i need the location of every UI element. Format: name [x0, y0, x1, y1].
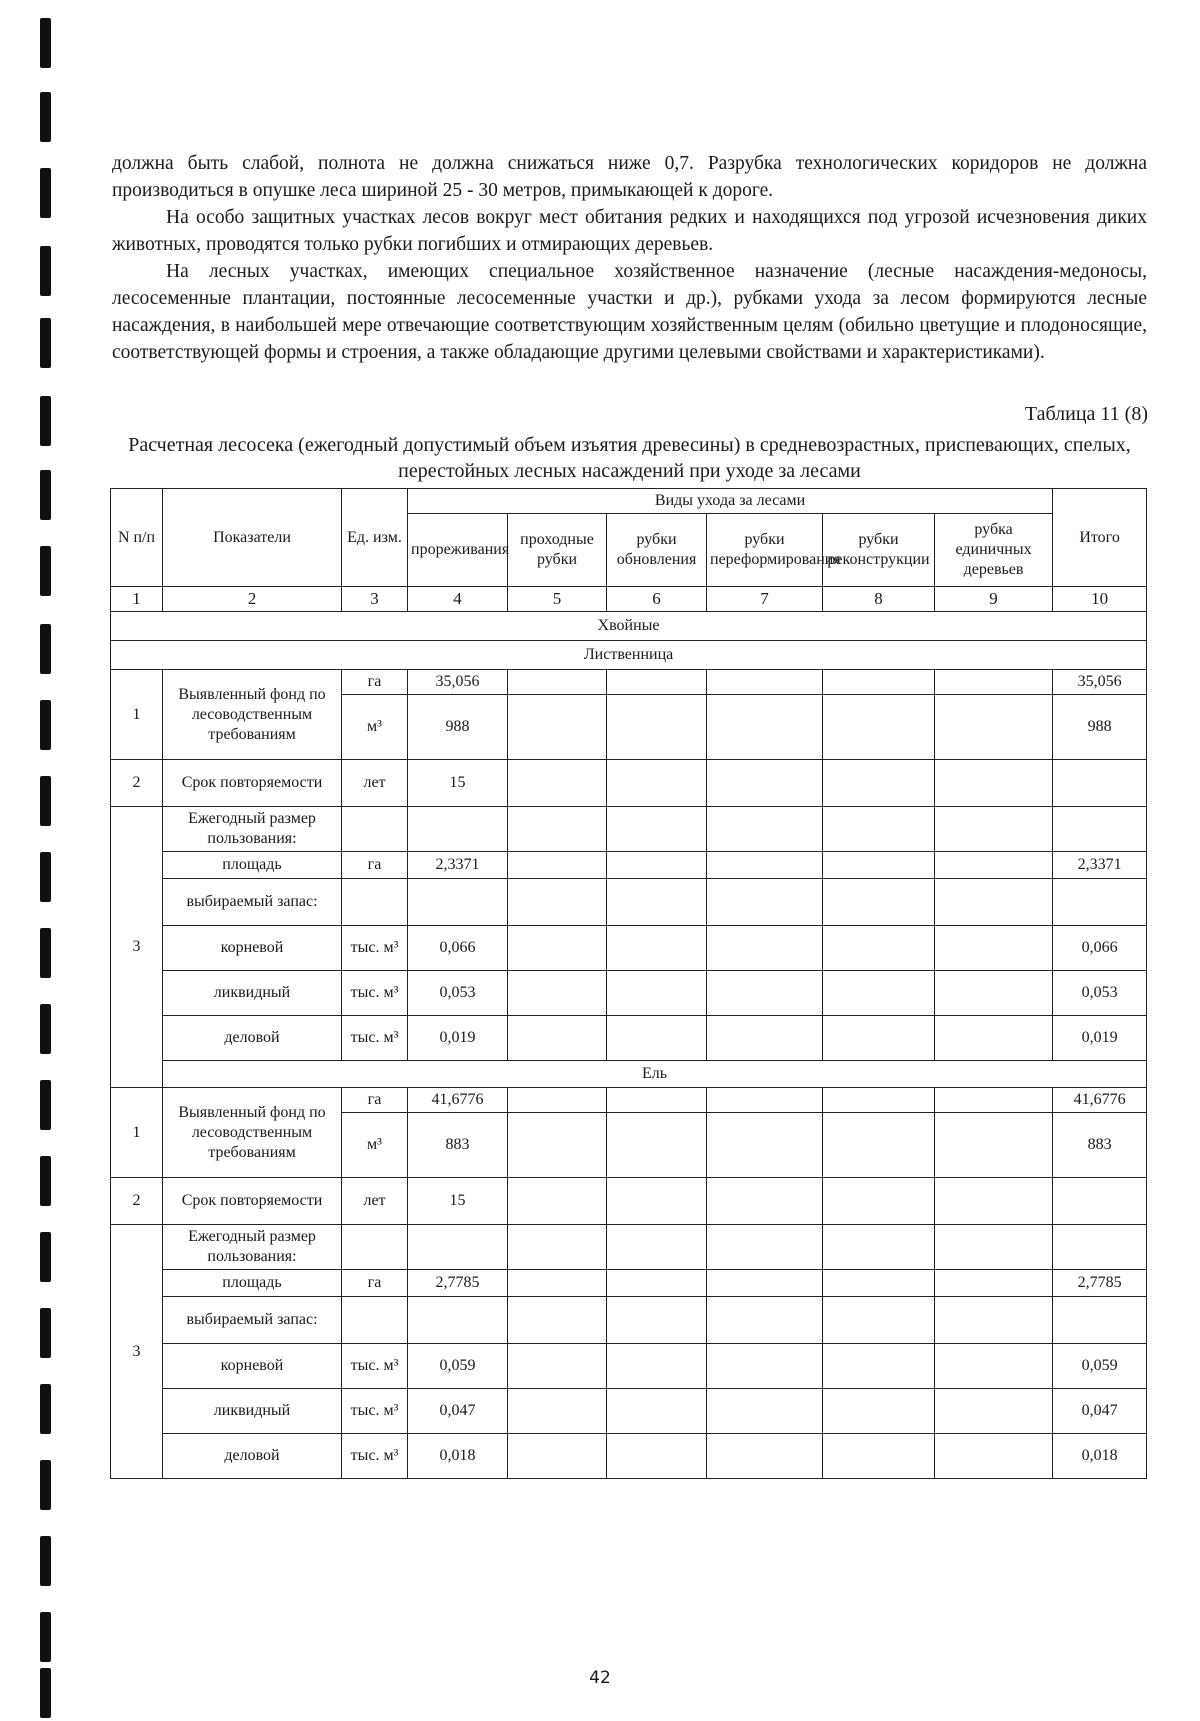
table-row — [111, 1178, 1147, 1225]
total-cell: 0,059 — [1053, 1344, 1147, 1389]
unit-cell: га — [342, 852, 408, 879]
total-cell: 35,056 — [1053, 670, 1147, 695]
value-cell: 0,047 — [408, 1389, 508, 1434]
row-number: 1 — [111, 670, 163, 760]
header-unit: Ед. изм. — [342, 489, 408, 587]
species-row — [111, 641, 1147, 670]
value-cell: 15 — [408, 760, 508, 807]
section-row — [111, 612, 1147, 641]
value-cell: 35,056 — [408, 670, 508, 695]
unit-cell: га — [342, 670, 408, 695]
column-number: 8 — [823, 587, 935, 612]
column-number: 1 — [111, 587, 163, 612]
column-number: 10 — [1053, 587, 1147, 612]
unit-cell: м³ — [342, 1113, 408, 1178]
row-label: деловой — [163, 1016, 342, 1061]
unit-cell: тыс. м³ — [342, 1434, 408, 1479]
total-cell: 41,6776 — [1053, 1088, 1147, 1113]
row-label: Ежегодный размер пользования: — [163, 807, 342, 852]
column-number: 5 — [508, 587, 607, 612]
unit-cell: тыс. м³ — [342, 1344, 408, 1389]
table-row — [111, 670, 1147, 695]
unit-cell: га — [342, 1270, 408, 1297]
value-cell: 0,018 — [408, 1434, 508, 1479]
header-type: рубки реконструкции — [823, 514, 935, 587]
row-label: ликвидный — [163, 971, 342, 1016]
row-label: площадь — [163, 852, 342, 879]
header-type: рубки обновления — [607, 514, 707, 587]
value-cell: 15 — [408, 1178, 508, 1225]
header-type: рубка единичных деревьев — [935, 514, 1053, 587]
table-row — [111, 1297, 1147, 1344]
paragraph: На лесных участках, имеющих специальное хозяйственное назначение (лесные насаждения-медоносы, лесосеменные плантации, постоянные лесосеменные участки и др.), рубками ухода за лесом формируются лесные насаждения, в наибольшей мере отвечающие соответствующим хозяйственным целям (обильно цветущие и плодоносящие, соответствующей формы и строения, а также обладающие другими целевыми свойствами и характеристиками). — [112, 261, 1147, 363]
table-row — [111, 760, 1147, 807]
column-numbers-row — [111, 587, 1147, 612]
page-number: 42 — [589, 1668, 611, 1688]
row-label: ликвидный — [163, 1389, 342, 1434]
row-number: 3 — [111, 807, 163, 1088]
table-number: Таблица 11 (8) — [1024, 403, 1148, 425]
unit-cell: тыс. м³ — [342, 926, 408, 971]
row-label: выбираемый запас: — [163, 879, 342, 926]
total-cell: 0,053 — [1053, 971, 1147, 1016]
table-row — [111, 1344, 1147, 1389]
row-number: 2 — [111, 760, 163, 807]
table-row — [111, 807, 1147, 852]
table-caption: Расчетная лесосека (ежегодный допустимый объем изъятия древесины) в средневозрастных, приспевающих, спелых, перестойных лесных насаждений при уходе за лесами — [128, 434, 1131, 482]
row-label: Выявленный фонд по лесоводственным требованиям — [163, 670, 342, 760]
table-row — [111, 1088, 1147, 1113]
column-number: 7 — [707, 587, 823, 612]
row-label: Выявленный фонд по лесоводственным требованиям — [163, 1088, 342, 1178]
unit-cell: м³ — [342, 695, 408, 760]
header-total: Итого — [1053, 489, 1147, 587]
unit-cell: га — [342, 1088, 408, 1113]
column-number: 6 — [607, 587, 707, 612]
species-title: Лиственница — [111, 641, 1147, 670]
column-number: 9 — [935, 587, 1053, 612]
table-row — [111, 1016, 1147, 1061]
paragraph: должна быть слабой, полнота не должна снижаться ниже 0,7. Разрубка технологических коридоров не должна производиться в опушке леса шириной 25 - 30 метров, примыкающей к дороге. — [112, 153, 1147, 201]
total-cell: 0,066 — [1053, 926, 1147, 971]
total-cell: 0,018 — [1053, 1434, 1147, 1479]
header-type: рубки переформирования — [707, 514, 823, 587]
unit-cell: тыс. м³ — [342, 1389, 408, 1434]
row-label: выбираемый запас: — [163, 1297, 342, 1344]
total-cell: 883 — [1053, 1113, 1147, 1178]
value-cell: 883 — [408, 1113, 508, 1178]
table-row — [111, 926, 1147, 971]
row-label: деловой — [163, 1434, 342, 1479]
column-number: 3 — [342, 587, 408, 612]
row-label: Ежегодный размер пользования: — [163, 1225, 342, 1270]
paragraph: На особо защитных участках лесов вокруг мест обитания редких и находящихся под угрозой исчезновения диких животных, проводятся только рубки погибших и отмирающих деревьев. — [112, 207, 1147, 255]
value-cell: 41,6776 — [408, 1088, 508, 1113]
forest-care-table — [110, 488, 1147, 1479]
total-cell: 988 — [1053, 695, 1147, 760]
header-care-types: Виды ухода за лесами — [408, 489, 1053, 514]
row-number: 2 — [111, 1178, 163, 1225]
table-row — [111, 1389, 1147, 1434]
unit-cell: лет — [342, 1178, 408, 1225]
row-label: Срок повторяемости — [163, 1178, 342, 1225]
table-row — [111, 852, 1147, 879]
unit-cell: тыс. м³ — [342, 1016, 408, 1061]
header-type: проходные рубки — [508, 514, 607, 587]
row-label: площадь — [163, 1270, 342, 1297]
header-row — [111, 489, 1147, 514]
value-cell: 0,053 — [408, 971, 508, 1016]
row-number: 3 — [111, 1225, 163, 1479]
unit-cell: тыс. м³ — [342, 971, 408, 1016]
section-title: Хвойные — [111, 612, 1147, 641]
row-number: 1 — [111, 1088, 163, 1178]
binder-holes — [40, 0, 54, 1721]
value-cell: 0,066 — [408, 926, 508, 971]
row-label: Срок повторяемости — [163, 760, 342, 807]
table-row — [111, 1434, 1147, 1479]
table-row — [111, 1225, 1147, 1270]
species-row — [111, 1061, 1147, 1088]
value-cell: 0,019 — [408, 1016, 508, 1061]
table-row — [111, 971, 1147, 1016]
total-cell: 2,7785 — [1053, 1270, 1147, 1297]
value-cell: 0,059 — [408, 1344, 508, 1389]
row-label: корневой — [163, 926, 342, 971]
row-label: корневой — [163, 1344, 342, 1389]
header-indicators: Показатели — [163, 489, 342, 587]
total-cell: 0,019 — [1053, 1016, 1147, 1061]
table-row — [111, 879, 1147, 926]
header-n: N п/п — [111, 489, 163, 587]
value-cell: 2,3371 — [408, 852, 508, 879]
table-row — [111, 1270, 1147, 1297]
value-cell: 988 — [408, 695, 508, 760]
column-number: 2 — [163, 587, 342, 612]
total-cell: 0,047 — [1053, 1389, 1147, 1434]
species-title: Ель — [163, 1061, 1147, 1088]
value-cell: 2,7785 — [408, 1270, 508, 1297]
body-text — [112, 150, 1147, 366]
total-cell: 2,3371 — [1053, 852, 1147, 879]
column-number: 4 — [408, 587, 508, 612]
header-type: прореживания — [408, 514, 508, 587]
unit-cell: лет — [342, 760, 408, 807]
